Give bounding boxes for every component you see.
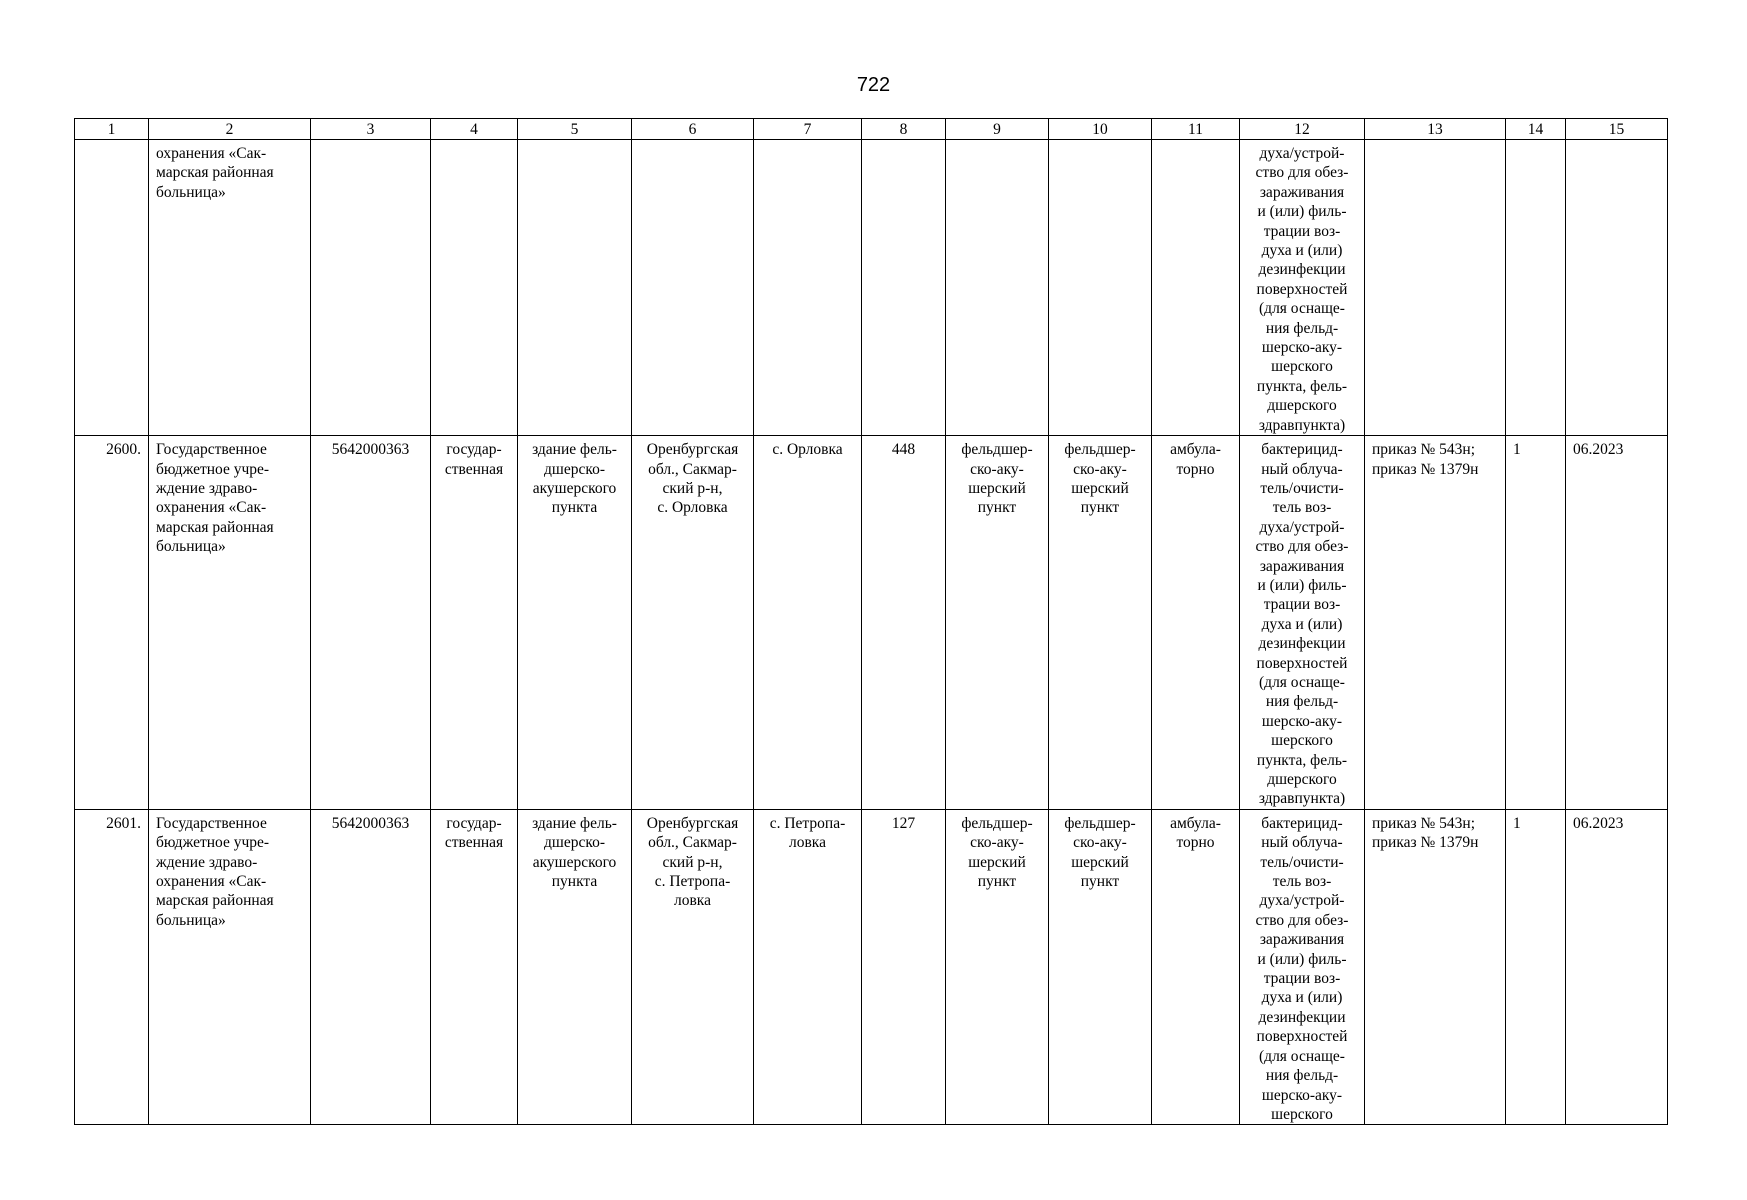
header-row [75, 119, 1668, 140]
column-header: 1 [75, 119, 149, 140]
care-mode-cell [1152, 140, 1240, 436]
address-cell: Оренбургская обл., Сакмар- ский р-н, с. Орловка [632, 436, 754, 810]
locality-cell: с. Орловка [754, 436, 862, 810]
inn-cell: 5642000363 [311, 436, 431, 810]
table-row [75, 436, 1668, 810]
orders-cell: приказ № 543н; приказ № 1379н [1365, 436, 1506, 810]
population-cell: 127 [862, 809, 946, 1125]
column-header: 7 [754, 119, 862, 140]
column-header: 10 [1049, 119, 1152, 140]
care-mode-cell: амбула- торно [1152, 436, 1240, 810]
date-cell: 06.2023 [1566, 809, 1668, 1125]
building-cell [518, 140, 632, 436]
facility-type-cell: фельдшер- ско-аку- шерский пункт [1049, 436, 1152, 810]
column-header: 12 [1240, 119, 1365, 140]
row-number-cell [75, 140, 149, 436]
column-header: 6 [632, 119, 754, 140]
date-cell: 06.2023 [1566, 436, 1668, 810]
column-header: 4 [431, 119, 518, 140]
facility-type-cell [946, 140, 1049, 436]
population-cell [862, 140, 946, 436]
organization-cell: Государственное бюджетное учре- ждение здраво- охранения «Сак- марская районная больница» [149, 436, 311, 810]
population-cell: 448 [862, 436, 946, 810]
organization-cell: охранения «Сак- марская районная больница» [149, 140, 311, 436]
organization-cell: Государственное бюджетное учре- ждение здраво- охранения «Сак- марская районная больница» [149, 809, 311, 1125]
facility-type-cell [1049, 140, 1152, 436]
equipment-cell: бактерицид- ный облуча- тель/очисти- тель воз- духа/устрой- ство для обез- зараживания и (или) филь- трации воз- духа и (или) дезинфекции поверхностей (для оснаще- ния фельд- шерско-аку- шерского [1240, 809, 1365, 1125]
ownership-cell [431, 140, 518, 436]
facility-type-cell: фельдшер- ско-аку- шерский пункт [946, 436, 1049, 810]
orders-cell [1365, 140, 1506, 436]
column-header: 5 [518, 119, 632, 140]
equipment-cell: духа/устрой- ство для обез- зараживания и (или) филь- трации воз- духа и (или) дезинфекции поверхностей (для оснаще- ния фельд- шерско-аку- шерского пункта, фель- дшерского здравпункта) [1240, 140, 1365, 436]
column-header: 14 [1506, 119, 1566, 140]
facility-type-cell: фельдшер- ско-аку- шерский пункт [1049, 809, 1152, 1125]
quantity-cell [1506, 140, 1566, 436]
building-cell: здание фель- дшерско- акушерского пункта [518, 809, 632, 1125]
facility-type-cell: фельдшер- ско-аку- шерский пункт [946, 809, 1049, 1125]
locality-cell: с. Петропа- ловка [754, 809, 862, 1125]
column-header: 9 [946, 119, 1049, 140]
row-number-cell: 2600. [75, 436, 149, 810]
care-mode-cell: амбула- торно [1152, 809, 1240, 1125]
equipment-cell: бактерицид- ный облуча- тель/очисти- тель воз- духа/устрой- ство для обез- зараживания и (или) филь- трации воз- духа и (или) дезинфекции поверхностей (для оснаще- ния фельд- шерско-аку- шерского пункта, фель- дшерского здравпункта) [1240, 436, 1365, 810]
ownership-cell: государ- ственная [431, 809, 518, 1125]
registry-table [74, 118, 1668, 1125]
quantity-cell: 1 [1506, 436, 1566, 810]
date-cell [1566, 140, 1668, 436]
page-number: 722 [856, 74, 891, 96]
building-cell: здание фель- дшерско- акушерского пункта [518, 436, 632, 810]
address-cell: Оренбургская обл., Сакмар- ский р-н, с. Петропа- ловка [632, 809, 754, 1125]
address-cell [632, 140, 754, 436]
quantity-cell: 1 [1506, 809, 1566, 1125]
ownership-cell: государ- ственная [431, 436, 518, 810]
inn-cell [311, 140, 431, 436]
table-row [75, 140, 1668, 436]
table-row [75, 809, 1668, 1125]
inn-cell: 5642000363 [311, 809, 431, 1125]
column-header: 2 [149, 119, 311, 140]
column-header: 15 [1566, 119, 1668, 140]
column-header: 13 [1365, 119, 1506, 140]
row-number-cell: 2601. [75, 809, 149, 1125]
locality-cell [754, 140, 862, 436]
column-header: 3 [311, 119, 431, 140]
column-header: 8 [862, 119, 946, 140]
column-header: 11 [1152, 119, 1240, 140]
orders-cell: приказ № 543н; приказ № 1379н [1365, 809, 1506, 1125]
